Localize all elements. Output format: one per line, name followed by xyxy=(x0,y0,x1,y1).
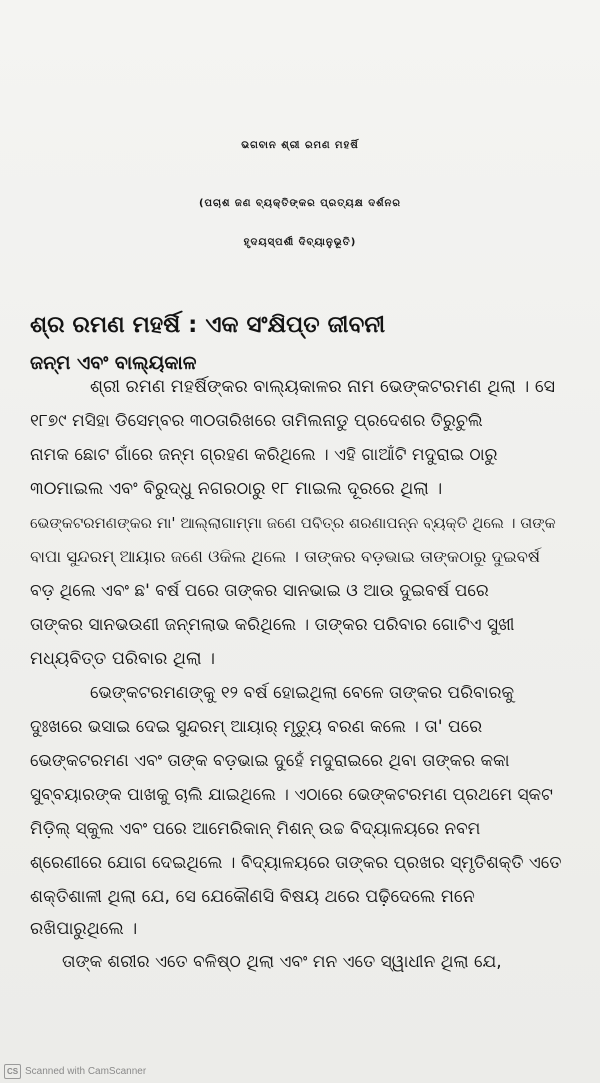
section-heading: ଶ୍ର ରମଣ ମହର୍ଷି : ଏକ ସଂକ୍ଷିପ୍ତ ଜୀବନୀ xyxy=(30,312,386,338)
text-line: ତାଙ୍କର ସାନଭଉଣୀ ଜନ୍ମଲାଭ କରିଥିଲେ । ତାଙ୍କର ପରିବାର ଗୋଟିଏ ସୁଖୀ xyxy=(30,615,515,635)
subtitle-line-2: ହୃଦୟସ୍ପର୍ଶୀ ଦିବ୍ୟାନୁଭୂତି) xyxy=(243,237,357,248)
camscanner-logo-icon: CS xyxy=(4,1064,21,1079)
text-line: ମିଡ଼ିଲ୍ ସ୍କୁଲ ଏବଂ ପରେ ଆମେରିକାନ୍ ମିଶନ୍ ଉଚ୍ଚ ବିଦ୍ୟାଳୟରେ ନବମ xyxy=(30,819,481,839)
text-line: ୩୦ମାଇଲ ଏବଂ ବିରୁଦ୍ଧୁ ନଗରଠାରୁ ୧୮ ମାଇଲ ଦୂରରେ ଥିଲା । xyxy=(30,479,443,499)
text-line: ଭେଙ୍କଟରମଣଙ୍କର ମା' ଆଲ୍ଲାଗାମ୍ମା ଜଣେ ପବିତ୍ର ଶରଣାପନ୍ନ ବ୍ୟକ୍ତି ଥିଲେ । ତାଙ୍କ xyxy=(30,514,556,532)
text-line: ଶ୍ରେଣୀରେ ଯୋଗ ଦେଇଥିଲେ । ବିଦ୍ୟାଳୟରେ ତାଙ୍କର ପ୍ରଖର ସ୍ମୃତିଶକ୍ତି ଏତେ xyxy=(30,853,562,873)
text-line: ବାପା ସୁନ୍ଦରମ୍ ଆୟାର ଜଣେ ଓକିଲ ଥିଲେ । ତାଙ୍କର ବଡ଼ଭାଇ ତାଙ୍କଠାରୁ ଦୁଇବର୍ଷ xyxy=(30,547,541,566)
text-line: ଶ୍ରୀ ରମଣ ମହର୍ଷିଙ୍କର ବାଲ୍ୟକାଳର ନାମ ଭେଙ୍କଟରମଣ ଥିଲା । ସେ xyxy=(90,377,556,397)
text-line: ଭେଙ୍କଟରମଣ ଏବଂ ତାଙ୍କ ବଡ଼ଭାଇ ଦୁହେଁ ମଦୁରାଇରେ ଥିବା ତାଙ୍କର କକା xyxy=(30,751,510,771)
text-line: ରଖିପାରୁଥିଲେ । xyxy=(30,919,138,939)
text-line: ଭେଙ୍କଟରମଣଙ୍କୁ ୧୨ ବର୍ଷ ହୋଇଥିଲା ବେଳେ ତାଙ୍କର ପରିବାରକୁ xyxy=(90,683,515,703)
text-line: ମଧ୍ୟବିତ୍ତ ପରିବାର ଥିଲା । xyxy=(30,649,216,669)
text-line: ଦୁଃଖରେ ଭସାଇ ଦେଇ ସୁନ୍ଦରମ୍ ଆୟାର୍ ମୃତ୍ୟୁ ବରଣ କଲେ । ତା' ପରେ xyxy=(30,717,483,737)
text-line: ଶକ୍ତିଶାଳୀ ଥିଲା ଯେ, ସେ ଯେକୌଣସି ବିଷୟ ଥରେ ପଢ଼ିଦେଲେ ମନେ xyxy=(30,887,475,907)
sub-heading: ଜନ୍ମ ଏବଂ ବାଲ୍ୟକାଳ xyxy=(30,352,197,374)
text-line: ୧୮୭୯ ମସିହା ଡିସେମ୍ବର ୩୦ତାରିଖରେ ତାମିଲନାଡୁ ପ୍ରଦେଶର ତିରୁଚୁଲି xyxy=(30,411,483,431)
page-title: ଭଗବାନ ଶ୍ରୀ ରମଣ ମହର୍ଷି xyxy=(241,140,359,151)
text-line: ସୁବ୍ବୟାରଙ୍କ ପାଖକୁ ଚାଲି ଯାଇଥିଲେ । ଏଠାରେ ଭେଙ୍କଟରମଣ ପ୍ରଥମେ ସ୍କଟ xyxy=(30,785,553,805)
text-line: ନାମକ ଛୋଟ ଗାଁରେ ଜନ୍ମ ଗ୍ରହଣ କରିଥିଲେ । ଏହି ଗାଆଁଟି ମଦୁରାଇ ଠାରୁ xyxy=(30,445,498,465)
scanner-label: Scanned with CamScanner xyxy=(25,1065,147,1077)
text-line: ତାଙ୍କ ଶରୀର ଏତେ ବଳିଷ୍ଠ ଥିଲା ଏବଂ ମନ ଏତେ ସ୍ୱାଧୀନ ଥିଲା ଯେ, xyxy=(62,952,502,972)
subtitle-line-1: (ପଚାଶ ଜଣ ବ୍ୟକ୍ତିଙ୍କର ପ୍ରତ୍ୟକ୍ଷ ଦର୍ଶନର xyxy=(198,198,401,209)
text-line: ବଡ଼ ଥିଲେ ଏବଂ ଛ' ବର୍ଷ ପରେ ତାଙ୍କର ସାନଭାଇ ଓ ଆଉ ଦୁଇବର୍ଷ ପରେ xyxy=(30,581,489,601)
scanner-watermark xyxy=(4,1063,146,1079)
